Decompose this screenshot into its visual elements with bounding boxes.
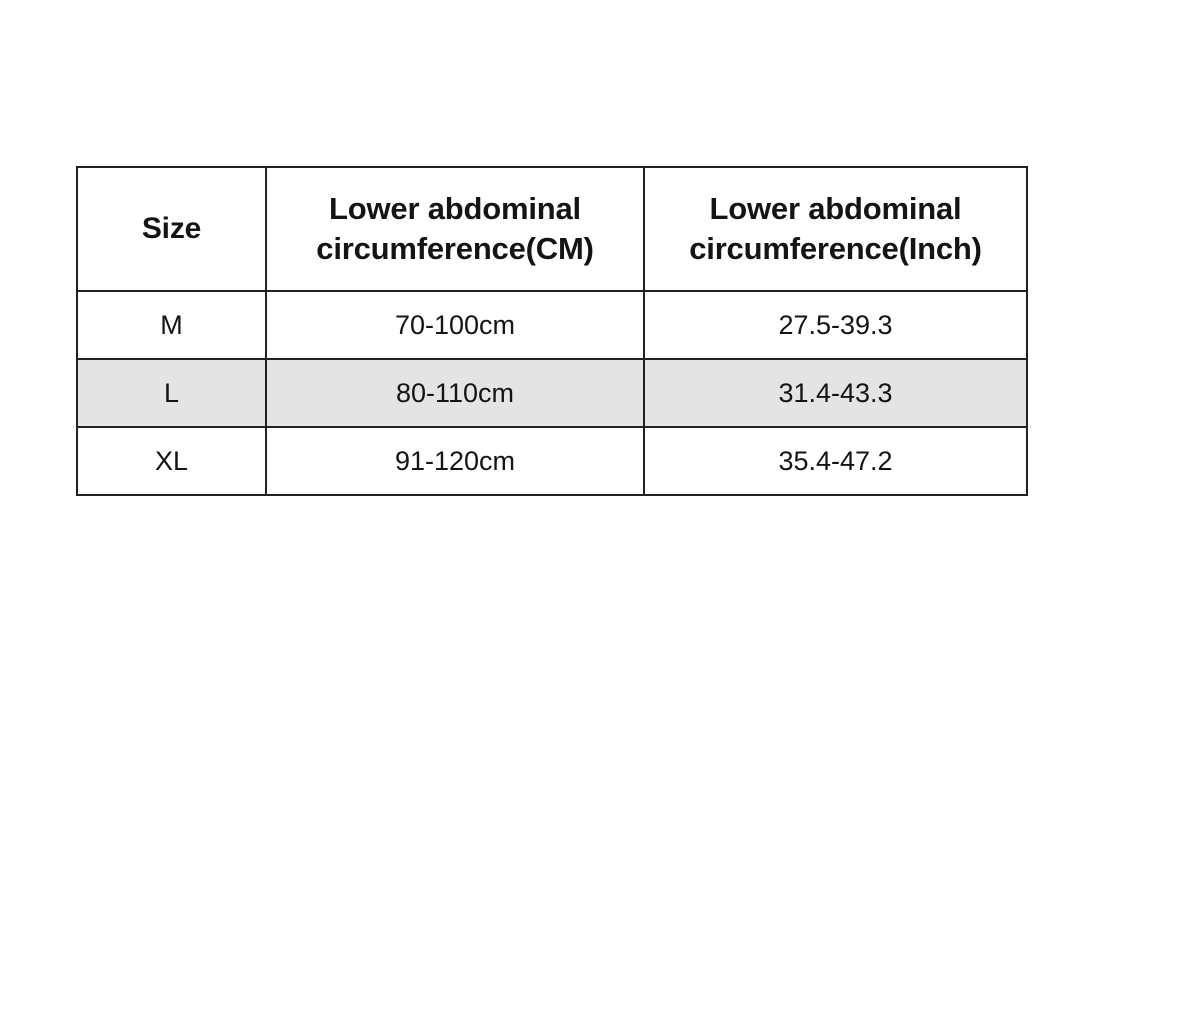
column-header-cm-line-1: Lower abdominal (329, 191, 581, 227)
column-header-inch-line-1: Lower abdominal (709, 191, 962, 227)
column-header-size-line-1: Size (141, 211, 202, 245)
column-header-inch (644, 167, 1027, 291)
cell-size: M (77, 291, 266, 359)
cell-cm: 91-120cm (266, 427, 644, 495)
cell-inch: 27.5-39.3 (644, 291, 1027, 359)
cell-cm: 80-110cm (266, 359, 644, 427)
column-header-cm-line-2: circumference(CM) (316, 231, 594, 266)
table-row (77, 427, 1027, 495)
size-chart-table (76, 166, 1028, 496)
table-header (77, 167, 1027, 291)
cell-size: L (77, 359, 266, 427)
size-chart-container (76, 166, 1026, 496)
cell-inch: 35.4-47.2 (644, 427, 1027, 495)
cell-inch: 31.4-43.3 (644, 359, 1027, 427)
table-row (77, 359, 1027, 427)
column-header-cm (266, 167, 644, 291)
table-row (77, 291, 1027, 359)
column-header-size (77, 167, 266, 291)
table-header-row (77, 167, 1027, 291)
cell-cm: 70-100cm (266, 291, 644, 359)
cell-size: XL (77, 427, 266, 495)
column-header-inch-line-2: circumference(Inch) (689, 231, 982, 266)
table-body (77, 291, 1027, 495)
